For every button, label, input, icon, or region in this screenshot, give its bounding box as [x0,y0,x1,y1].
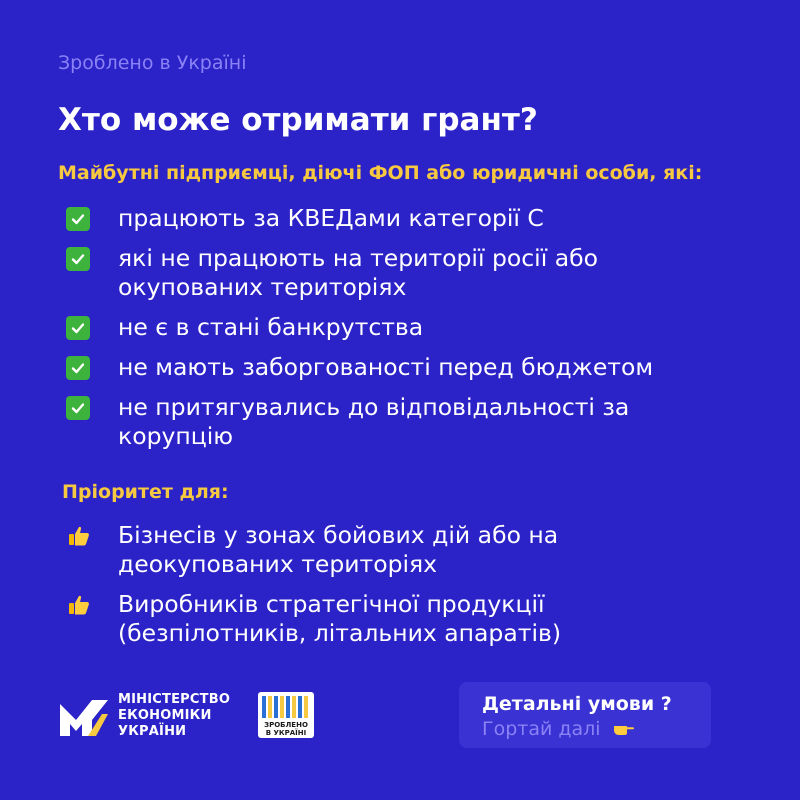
priority-text: Виробників стратегічної продукції (безпілотників, літальних апаратів) [118,590,561,647]
check-mark-icon [66,316,90,340]
thumbs-up-icon [66,523,92,549]
badge-text [258,721,314,737]
ministry-line: МІНІСТЕРСТВО [118,692,231,707]
eligibility-subtitle: Майбутні підприємці, діючі ФОП або юридичні особи, які: [58,162,703,184]
check-mark-icon [66,356,90,380]
criteria-text: не є в стані банкрутства [118,313,424,341]
check-mark-icon [66,247,90,271]
list-item [66,244,746,302]
made-in-ukraine-badge [258,692,314,738]
badge-line: В УКРАЇНІ [265,729,307,737]
badge-line: ЗРОБЛЕНО [264,721,308,729]
ministry-line: УКРАЇНИ [118,724,187,739]
priority-list [66,521,746,659]
list-item [66,353,746,382]
ministry-emblem-icon [58,694,110,738]
cta-sub-text: Гортай далі [482,718,601,740]
ministry-line: ЕКОНОМІКИ [118,708,212,723]
pointing-hand-icon [613,717,635,743]
list-item [66,204,746,233]
priority-text: Бізнесів у зонах бойових дій або на деокупованих територіях [118,521,559,578]
top-label: Зроблено в Україні [58,52,247,74]
badge-stripes [262,696,310,718]
page-title: Хто може отримати грант? [58,102,538,138]
thumbs-up-icon [66,592,92,618]
cta-title: Детальні умови ? [482,693,672,715]
criteria-text: які не працюють на території росії або окупованих територіях [118,244,598,301]
cta-subtitle [482,716,711,743]
criteria-list [66,204,746,462]
list-item [66,590,746,648]
criteria-text: працюють за КВЕДами категорії C [118,204,544,232]
list-item [66,313,746,342]
details-cta[interactable] [459,682,711,748]
ministry-name [118,692,230,740]
check-mark-icon [66,396,90,420]
criteria-text: не притягувались до відповідальності за корупцію [118,393,630,450]
check-mark-icon [66,207,90,231]
list-item [66,393,746,451]
priority-label: Пріоритет для: [62,481,229,503]
ministry-logo [58,692,230,740]
criteria-text: не мають заборгованості перед бюджетом [118,353,654,381]
list-item [66,521,746,579]
